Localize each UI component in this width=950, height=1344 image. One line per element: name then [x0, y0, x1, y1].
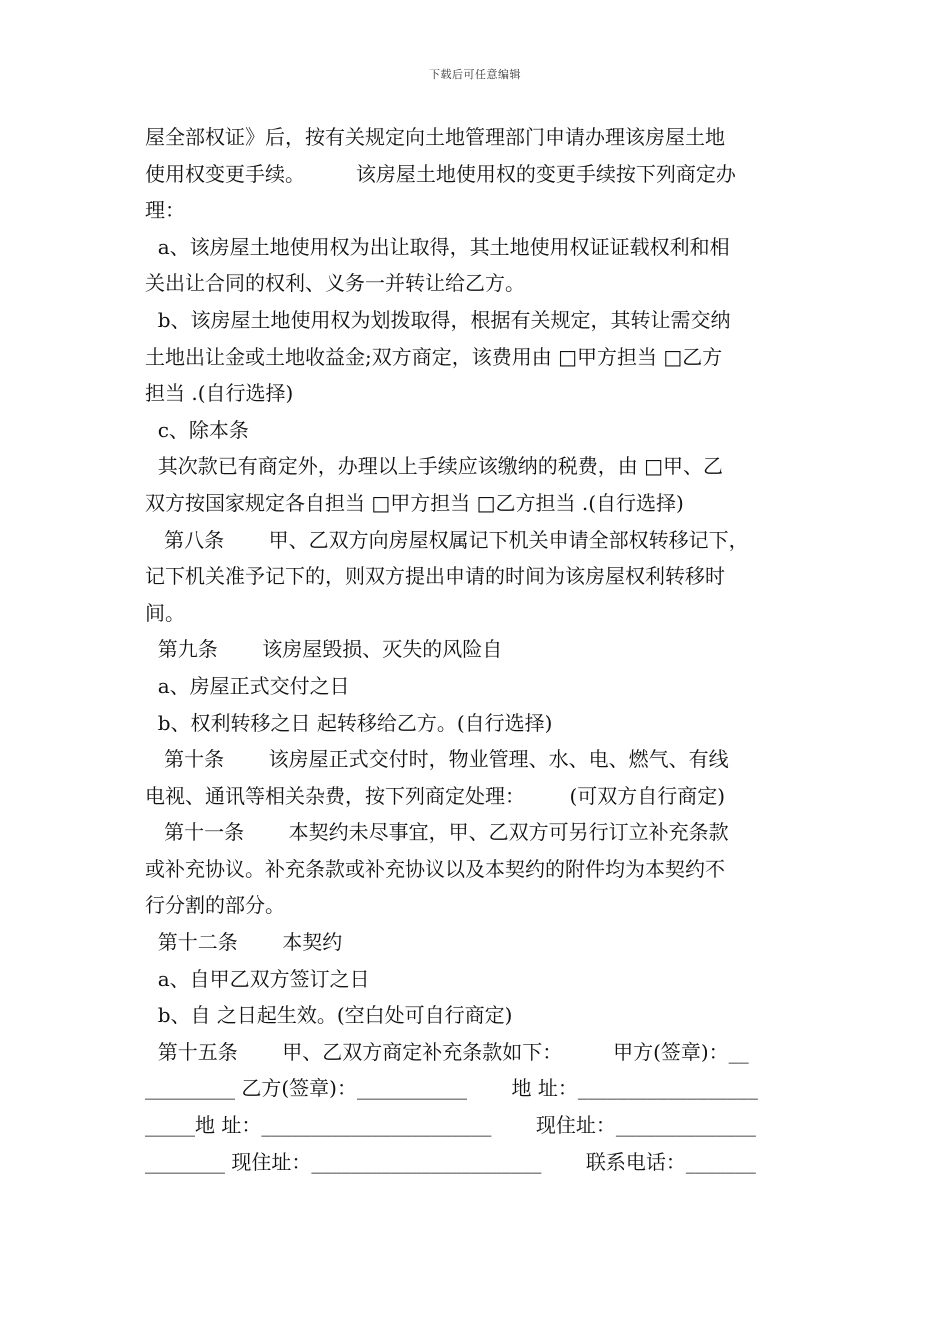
signature-line: _____地 址：_______________________ 现住址：______________ [145, 1113, 756, 1138]
paragraph-line: 第十一条 本契约未尽事宜，甲、乙双方可另行订立补充条款 [145, 820, 729, 845]
paragraph-line: a、该房屋土地使用权为出让取得，其土地使用权证证载权利和相 [145, 234, 730, 259]
paragraph-line: 其次款已有商定外，办理以上手续应该缴纳的税费，由 □甲、乙 [145, 454, 723, 479]
signature-line: _________ 乙方(签章)：___________ 地 址：__________________ [145, 1076, 758, 1101]
paragraph-line: 第八条 甲、乙双方向房屋权属记下机关申请全部权转移记下， [145, 527, 749, 552]
paragraph-line: 双方按国家规定各自担当 □甲方担当 □乙方担当 .(自行选择) [145, 490, 684, 515]
signature-line: 第十五条 甲、乙双方商定补充条款如下： 甲方(签章)：__ [145, 1039, 749, 1064]
paragraph-line: 记下机关准予记下的，则双方提出申请的时间为该房屋权利转移时 [145, 564, 725, 589]
paragraph-line: 理： [145, 198, 185, 223]
paragraph-line: a、房屋正式交付之日 [145, 673, 350, 698]
paragraph-line: 第九条 该房屋毁损、灭失的风险自 [145, 637, 503, 662]
paragraph-line: 关出让合同的权利、义务一并转让给乙方。 [145, 271, 525, 296]
paragraph-line: 行分割的部分。 [145, 893, 285, 918]
page-header: 下载后可任意编辑 [429, 68, 521, 81]
paragraph-line: a、自甲乙双方签订之日 [145, 966, 370, 991]
paragraph-line: b、自 之日起生效。(空白处可自行商定) [145, 1003, 513, 1028]
paragraph-line: b、该房屋土地使用权为划拨取得，根据有关规定，其转让需交纳 [145, 307, 731, 332]
paragraph-line: 间。 [145, 600, 185, 625]
paragraph-line: b、权利转移之日 起转移给乙方。(自行选择) [145, 710, 553, 735]
paragraph-line: 或补充协议。补充条款或补充协议以及本契约的附件均为本契约不 [145, 856, 725, 881]
paragraph-line: 第十条 该房屋正式交付时，物业管理、水、电、燃气、有线 [145, 747, 729, 772]
paragraph-line: 使用权变更手续。 该房屋土地使用权的变更手续按下列商定办 [145, 161, 736, 186]
paragraph-line: 土地出让金或土地收益金;双方商定，该费用由 □甲方担当 □乙方 [145, 344, 723, 369]
paragraph-line: 第十二条 本契约 [145, 930, 343, 955]
document-body [145, 119, 810, 1180]
paragraph-line: 电视、通讯等相关杂费，按下列商定处理： (可双方自行商定) [145, 783, 726, 808]
paragraph-line: c、除本条 [145, 417, 249, 442]
signature-line: ________ 现住址：_______________________ 联系电话：_______ [145, 1149, 756, 1174]
paragraph-line: 屋全部权证》后，按有关规定向土地管理部门申请办理该房屋土地 [145, 125, 725, 149]
paragraph-line: 担当 .(自行选择) [145, 381, 294, 406]
